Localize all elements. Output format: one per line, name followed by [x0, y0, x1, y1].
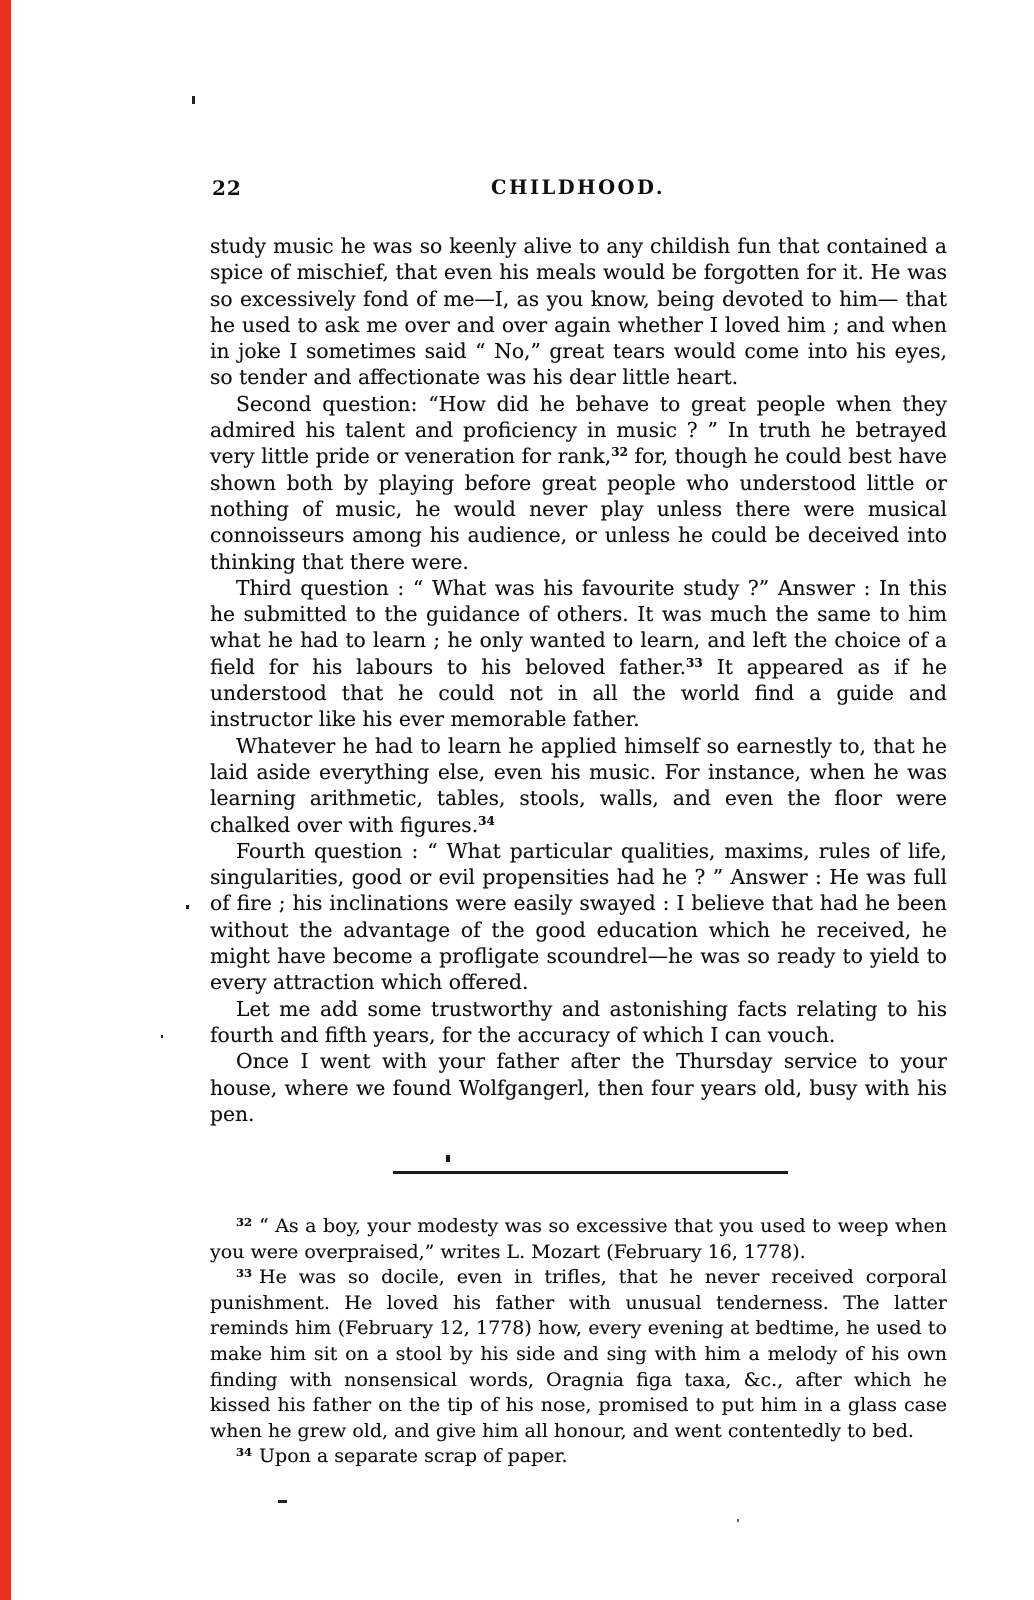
footnote-text: Upon a separate scrap of paper.	[259, 1445, 568, 1468]
body-text-block	[210, 233, 947, 1127]
paragraph-third-question	[210, 575, 947, 733]
paragraph-second-question	[210, 391, 947, 575]
paragraph-once-i-went: Once I went with your father after the Thursday service to your house, where we found Wolfgangerl, then four years old, busy with his pen.	[210, 1049, 947, 1126]
footnote-text: “ As a boy, your modesty was so excessive that you used to weep when you were overpraised,” writes L. Mozart (February 16, 1778).	[210, 1215, 947, 1263]
left-edge-red-strip	[0, 0, 11, 1600]
scan-artifact	[737, 1519, 739, 1522]
scan-artifact	[446, 1155, 450, 1162]
footnotes-block	[210, 1214, 947, 1470]
footnote-ref-33: 33	[686, 655, 703, 670]
paragraph-let-me-add: Let me add some trustworthy and astonishing facts relating to his fourth and fifth years, for the accuracy of which I can vouch.	[210, 996, 947, 1047]
scan-artifact	[161, 1035, 163, 1038]
footnote-34	[210, 1444, 947, 1470]
footnote-separator-rule	[393, 1171, 788, 1174]
paragraph-fourth-question: Fourth question : “ What particular qualities, maxims, rules of life, singularities, good or evil propensities had he ? ” Answer : He was full of fire ; his inclinations were easily swayed : I believe that had he been without the advantage of the good education which he received, he might have become a profligate scoundrel—he was so ready to yield to every attraction which offered.	[210, 838, 947, 995]
footnote-marker-32: 32	[236, 1215, 253, 1229]
paragraph-continuation: study music he was so keenly alive to any childish fun that contained a spice of mischief, that even his meals would be forgotten for it. He was so excessively fond of me—I, as you know, being devoted to him— that he used to ask me over and over again whether I loved him ; and when in joke I sometimes said “ No,” great tears would come into his eyes, so tender and affectionate was his dear little heart.	[210, 234, 947, 390]
paragraph-text: for, though he could best have shown both by playing before great people who understood little or nothing of music, he would never play unless there were musical connoisseurs among his audience, or unless he could be deceived into thinking that there were.	[210, 444, 947, 574]
paragraph-text: It appeared as if he understood that he could not in all the world find a guide and instructor like his ever memorable father.	[210, 654, 947, 732]
footnote-32	[210, 1214, 947, 1265]
page-header	[210, 176, 946, 204]
paragraph-text: Third question : “ What was his favourite study ?” Answer : In this he submitted to the guidance of others. It was much the same to him what he had to learn ; he only wanted to learn, and left the choice of a field for his labours to his beloved father.	[210, 575, 947, 679]
footnote-33	[210, 1265, 947, 1444]
scan-artifact	[192, 96, 195, 104]
footnote-text: He was so docile, even in trifles, that he never received corporal punishment. He loved his father with unusual tenderness. The latter reminds him (February 12, 1778) how, every evening at bedtime, he used to make him sit on a stool by his side and sing with him a melody of his own finding with nonsensical words, Oragnia figa taxa, &c., after which he kissed his father on the tip of his nose, promised to put him in a glass case when he grew old, and give him all honour, and went contentedly to bed.	[210, 1266, 947, 1442]
scan-artifact	[186, 905, 189, 909]
paragraph-text: Whatever he had to learn he applied himself so earnestly to, that he laid aside everything else, even his music. For instance, when he was learning arithmetic, tables, stools, walls, and even the floor were chalked over with figures.	[210, 733, 947, 837]
footnote-marker-34: 34	[236, 1445, 253, 1460]
footnote-ref-34: 34	[478, 813, 495, 828]
footnote-ref-32: 32	[611, 445, 628, 460]
page-number: 22	[212, 176, 242, 200]
footnote-marker-33: 33	[236, 1266, 253, 1281]
paragraph-whatever	[210, 733, 947, 838]
scan-artifact	[278, 1500, 287, 1503]
paragraph-text: Second question: “How did he behave to great people when they admired his talent and proficiency in music ? ” In truth he betrayed very little pride or veneration for rank,	[210, 391, 947, 469]
running-header-title: CHILDHOOD.	[490, 176, 666, 199]
